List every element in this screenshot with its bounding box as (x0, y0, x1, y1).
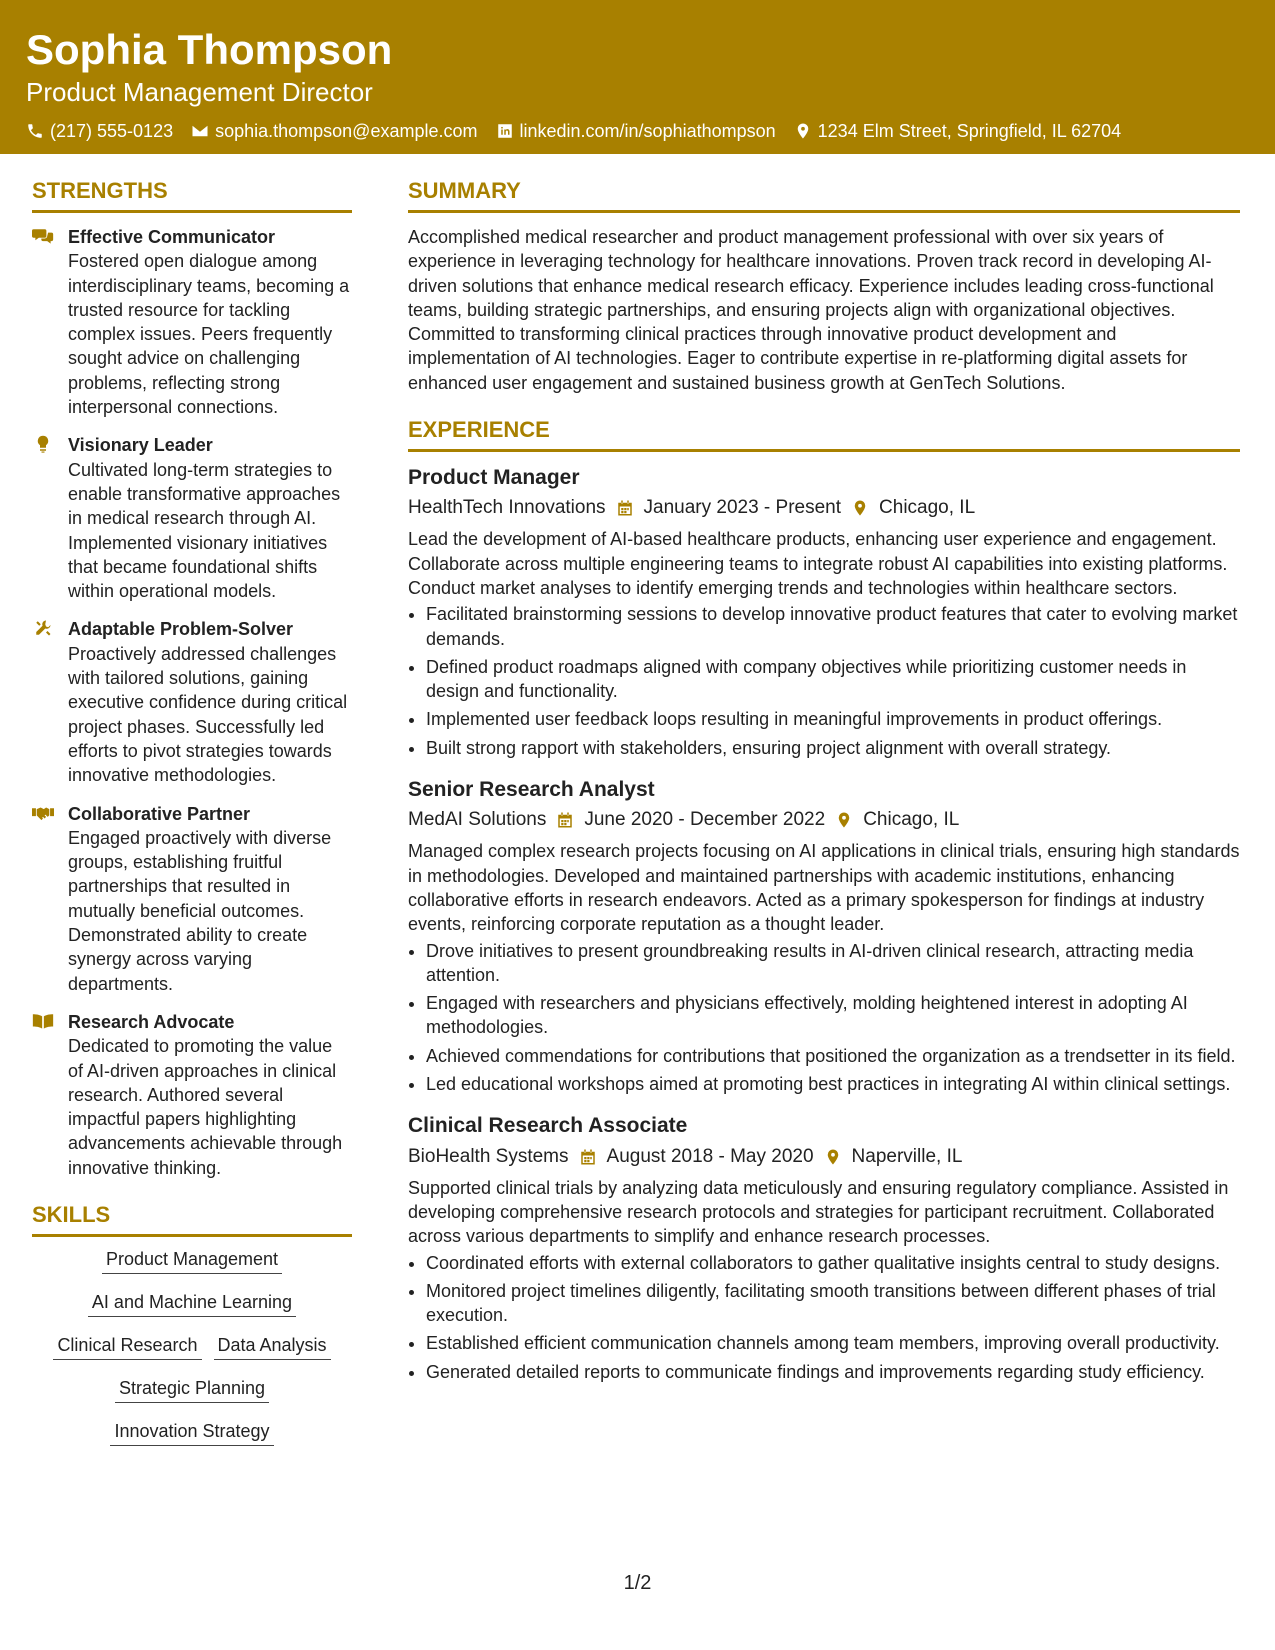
strength-desc: Dedicated to promoting the value of AI-driven approaches in clinical research. Authored several impactful papers highlighting advancements achievable through innovative thinking. (68, 1036, 343, 1178)
strength-item (32, 802, 352, 996)
bullet-item: • Drove initiatives to present groundbreaking results in AI-driven clinical research, attracting media attention. (426, 939, 1240, 988)
job-meta (408, 809, 1240, 831)
job-location: Chicago, IL (879, 497, 976, 519)
strength-title: Collaborative Partner (68, 803, 251, 824)
strength-item (32, 433, 352, 603)
strength-item (32, 225, 352, 419)
strengths-heading: STRENGTHS (32, 178, 352, 213)
bullet-item: • Monitored project timelines diligently, facilitating smooth transitions between different phases of trial execution. (426, 1279, 1240, 1328)
skill-tag: Strategic Planning (115, 1378, 269, 1403)
summary-heading: SUMMARY (408, 178, 1240, 213)
job-meta (408, 1146, 1240, 1168)
bullet-item: • Facilitated brainstorming sessions to develop innovative product features that cater to evolving market demands. (426, 602, 1240, 651)
job-title: Clinical Research Associate (408, 1114, 688, 1138)
job-meta (408, 497, 1240, 519)
contact-linkedin[interactable] (496, 121, 776, 142)
left-column (32, 178, 352, 1464)
job-company: HealthTech Innovations (408, 497, 606, 519)
summary-text: Accomplished medical researcher and product management professional with over six years of experience in leveraging technology for healthcare innovations. Proven track record in developing AI-driven solutions that enhance medical research efficacy. Experience includes leading cross-functional teams, building strategic partnerships, and ensuring projects align with organizational objectives. Committed to transforming clinical practices through innovative product development and implementation of AI technologies. Eager to contribute expertise in re-platforming digital assets for enhanced user engagement and sustained business growth at GenTech Solutions. (408, 227, 1214, 393)
contact-email[interactable] (191, 121, 477, 142)
strength-desc: Fostered open dialogue among interdisciplinary teams, becoming a trusted resource for tackling complex issues. Peers frequently sought advice on challenging problems, reflecting strong interpersonal connections. (68, 251, 350, 418)
strength-title: Adaptable Problem-Solver (68, 619, 294, 640)
job-dates: June 2020 - December 2022 (584, 809, 826, 831)
strength-title: Effective Communicator (68, 227, 276, 247)
map-pin-icon (824, 1148, 842, 1166)
strength-item (32, 617, 352, 787)
experience-heading: EXPERIENCE (408, 417, 1240, 452)
bullet-item: • Established efficient communication channels among team members, improving overall productivity. (426, 1331, 1240, 1355)
bullet-item: • Led educational workshops aimed at promoting best practices in integrating AI within clinical settings. (426, 1072, 1240, 1096)
email-text: sophia.thompson@example.com (215, 120, 478, 141)
page-number: 1/2 (623, 1572, 652, 1594)
bullet-item: • Implemented user feedback loops resulting in meaningful improvements in product offerings. (426, 707, 1240, 731)
tools-icon (32, 619, 54, 637)
comments-icon (32, 227, 54, 245)
linkedin-icon (496, 122, 514, 140)
bullet-item: • Engaged with researchers and physicians effectively, molding heightened interest in adopting AI methodologies. (426, 991, 1240, 1040)
envelope-icon (191, 122, 209, 140)
skill-tag: Clinical Research (53, 1335, 201, 1360)
map-pin-icon (835, 811, 853, 829)
book-icon (32, 1012, 54, 1030)
handshake-icon (32, 804, 54, 822)
linkedin-text: linkedin.com/in/sophiathompson (519, 120, 776, 141)
lightbulb-icon (32, 435, 54, 453)
bullet-item: • Coordinated efforts with external collaborators to gather qualitative insights central to study designs. (426, 1251, 1240, 1275)
job-entry (408, 1112, 1240, 1384)
job-company: BioHealth Systems (408, 1145, 569, 1167)
job-title: Senior Research Analyst (408, 778, 655, 802)
strength-desc: Proactively addressed challenges with tailored solutions, gaining executive confidence during critical project phases. Successfully led efforts to pivot strategies towards innovative methodologies. (68, 643, 348, 786)
skills-list (32, 1249, 352, 1446)
job-entry (408, 776, 1240, 1096)
strength-title: Visionary Leader (68, 435, 213, 456)
map-pin-icon (794, 122, 812, 140)
bullet-item: • Built strong rapport with stakeholders, ensuring project alignment with overall strategy. (426, 736, 1240, 760)
skill-tag: Innovation Strategy (110, 1421, 273, 1446)
skill-tag: AI and Machine Learning (88, 1292, 296, 1317)
strength-item (32, 1010, 352, 1180)
candidate-title: Product Management Director (26, 77, 373, 108)
calendar-icon (616, 499, 634, 517)
job-title: Product Manager (408, 466, 580, 490)
contact-phone[interactable] (26, 121, 173, 142)
skill-tag: Product Management (102, 1249, 282, 1274)
job-location: Naperville, IL (851, 1145, 963, 1167)
skills-heading: SKILLS (32, 1202, 352, 1237)
job-bullets (408, 602, 1240, 760)
bullet-item: • Defined product roadmaps aligned with company objectives while prioritizing customer needs in design and functionality. (426, 655, 1240, 704)
job-description: Supported clinical trials by analyzing data meticulously and ensuring regulatory compliance. Assisted in developing comprehensive research protocols and strategies for participant recruitment. Collaborated across various departments to simplify and enhance research processes. (408, 1177, 1229, 1247)
candidate-name: Sophia Thompson (26, 26, 393, 73)
address-text: 1234 Elm Street, Springfield, IL 62704 (817, 120, 1122, 141)
strength-desc: Cultivated long-term strategies to enable transformative approaches in medical research through AI. Implemented visionary initiatives that became foundational shifts within operational models. (68, 459, 341, 602)
job-dates: August 2018 - May 2020 (606, 1145, 814, 1167)
job-company: MedAI Solutions (408, 809, 547, 831)
strength-title: Research Advocate (68, 1011, 235, 1032)
strength-desc: Engaged proactively with diverse groups, establishing fruitful partnerships that resulted in mutually beneficial outcomes. Demonstrated ability to create synergy across varying departments. (68, 827, 332, 994)
job-dates: January 2023 - Present (643, 497, 842, 519)
phone-text: (217) 555-0123 (50, 120, 174, 141)
bullet-item: • Generated detailed reports to communicate findings and improvements regarding study efficiency. (426, 1360, 1240, 1384)
calendar-icon (579, 1148, 597, 1166)
job-description: Managed complex research projects focusing on AI applications in clinical trials, ensuring high standards in methodologies. Developed and maintained partnerships with academic institutions, enhancing collaborative efforts in research endeavors. Acted as a primary spokesperson for findings at industry events, reinforcing corporate reputation as a thought leader. (408, 841, 1240, 935)
phone-icon (26, 122, 44, 140)
contact-bar (26, 121, 1249, 142)
job-bullets (408, 1251, 1240, 1384)
job-description: Lead the development of AI-based healthcare products, enhancing user experience and engagement. Collaborate across multiple engineering teams to integrate robust AI capabilities into existing platforms. Conduct market analyses to identify emerging trends and technologies within healthcare sectors. (408, 529, 1228, 598)
map-pin-icon (851, 499, 869, 517)
job-entry (408, 464, 1240, 760)
contact-address (794, 121, 1122, 142)
skill-tag: Data Analysis (214, 1335, 331, 1360)
bullet-item: • Achieved commendations for contributions that positioned the organization as a trendsetter in its field. (426, 1044, 1240, 1068)
right-column (408, 178, 1240, 1400)
calendar-icon (556, 811, 574, 829)
job-location: Chicago, IL (863, 809, 960, 831)
resume-header (0, 0, 1275, 154)
job-bullets (408, 939, 1240, 1097)
